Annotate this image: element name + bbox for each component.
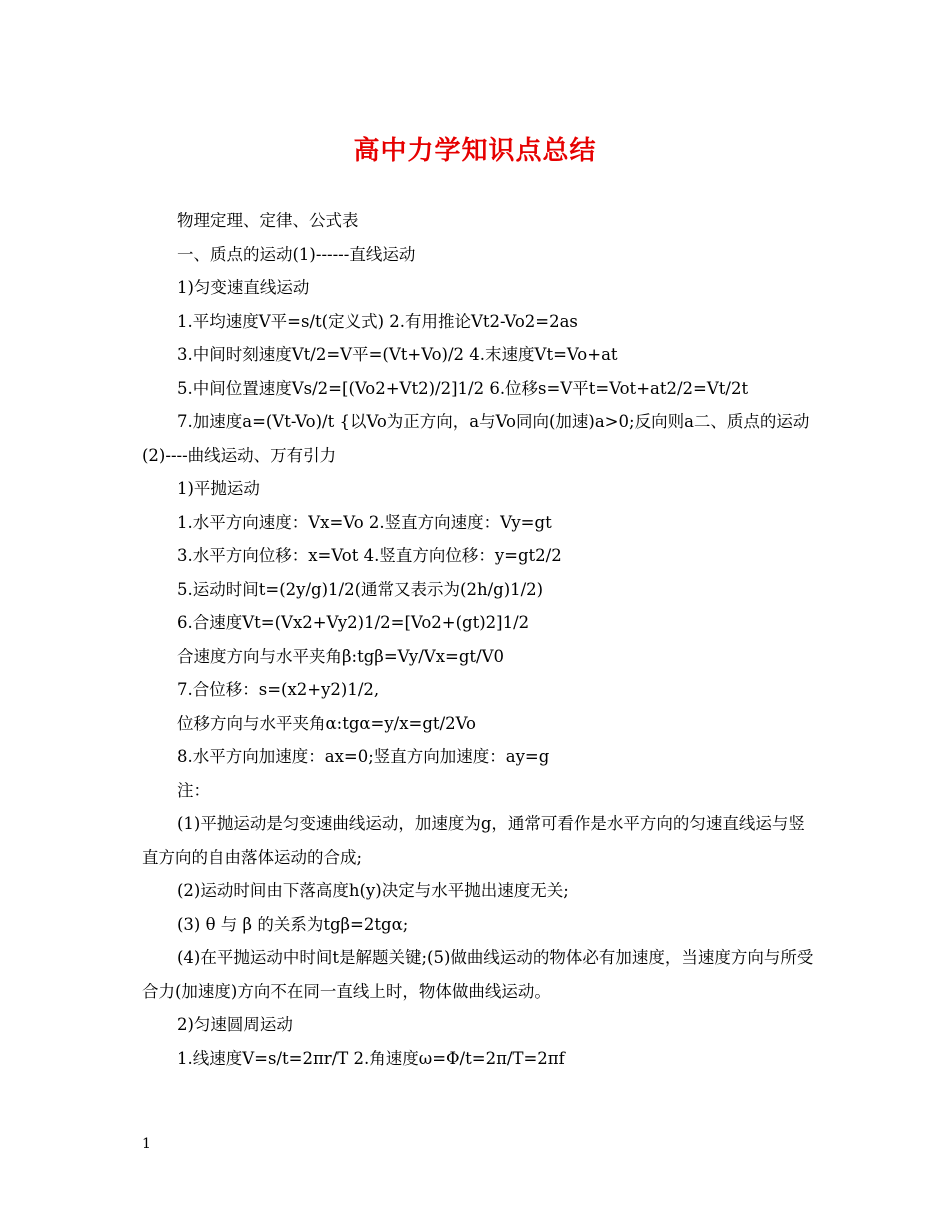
paragraph: 1.水平方向速度：Vx=Vo 2.竖直方向速度：Vy=gt	[177, 512, 552, 532]
paragraph: 1)平抛运动	[177, 479, 260, 498]
paragraph: (3) θ 与 β 的关系为tgβ=2tgα;	[177, 914, 409, 934]
paragraph: 位移方向与水平夹角α:tgα=y/x=gt/2Vo	[177, 713, 476, 733]
paragraph: 7.合位移：s=(x2+y2)1/2,	[177, 680, 380, 699]
paragraph: (4)在平抛运动中时间t是解题关键;(5)做曲线运动的物体必有加速度，当速度方向与所受合力(加速度)方向不在同一直线上时，物体做曲线运动。	[142, 948, 814, 1001]
paragraph: (2)运动时间由下落高度h(y)决定与水平抛出速度无关;	[177, 881, 569, 900]
paragraph: 2)匀速圆周运动	[177, 1015, 293, 1034]
paragraph: 7.加速度a=(Vt-Vo)/t {以Vo为正方向，a与Vo同向(加速)a>0;反向则a二、质点的运动(2)----曲线运动、万有引力	[142, 412, 810, 465]
paragraph: 1)匀变速直线运动	[177, 278, 310, 297]
page-number: 1	[142, 1136, 151, 1152]
paragraph: 8.水平方向加速度：ax=0;竖直方向加速度：ay=g	[177, 747, 550, 766]
paragraph: 3.中间时刻速度Vt/2=V平=(Vt+Vo)/2 4.末速度Vt=Vo+at	[177, 345, 618, 364]
paragraph: 物理定理、定律、公式表	[177, 211, 359, 230]
paragraph: 一、质点的运动(1)------直线运动	[177, 244, 416, 264]
paragraph: 3.水平方向位移：x=Vot 4.竖直方向位移：y=gt2/2	[177, 546, 562, 565]
paragraph: 1.线速度V=s/t=2πr/T 2.角速度ω=Φ/t=2π/T=2πf	[177, 1048, 565, 1068]
paragraph: 合速度方向与水平夹角β:tgβ=Vy/Vx=gt/V0	[177, 646, 504, 666]
paragraph: 1.平均速度V平=s/t(定义式) 2.有用推论Vt2-Vo2=2as	[177, 311, 578, 331]
paragraph: 5.运动时间t=(2y/g)1/2(通常又表示为(2h/g)1/2)	[177, 579, 544, 599]
paragraph: 5.中间位置速度Vs/2=[(Vo2+Vt2)/2]1/2 6.位移s=V平t=Vot+at2/2=Vt/2t	[177, 378, 749, 398]
document-body	[142, 204, 817, 1075]
paragraph: (1)平抛运动是匀变速曲线运动，加速度为g，通常可看作是水平方向的匀速直线运与竖直方向的自由落体运动的合成;	[142, 814, 805, 867]
paragraph: 注：	[177, 780, 210, 800]
paragraph: 6.合速度Vt=(Vx2+Vy2)1/2=[Vo2+(gt)2]1/2	[177, 613, 530, 632]
document-title: 高中力学知识点总结	[353, 136, 597, 166]
